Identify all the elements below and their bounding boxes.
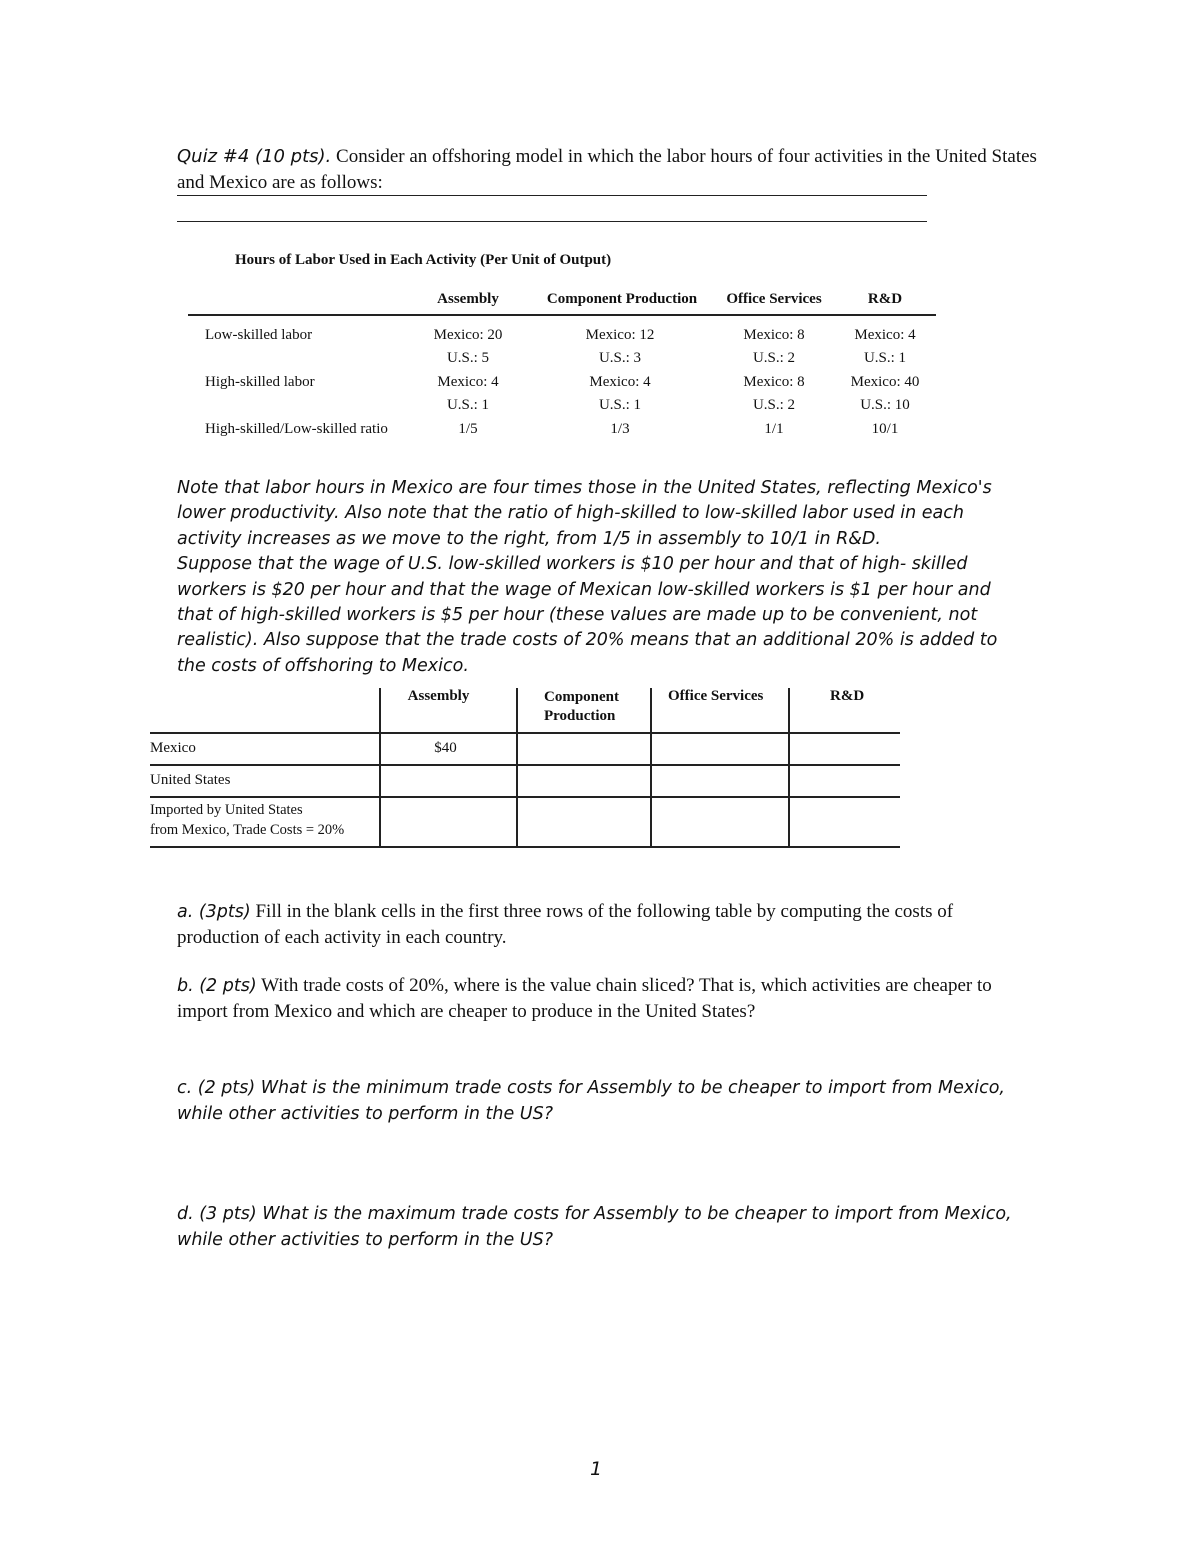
table-cell <box>380 733 517 765</box>
table-cell <box>150 797 380 847</box>
table-cell: U.S.: 3 <box>598 350 642 366</box>
question-a <box>177 899 1037 951</box>
row-label-high-skilled: High-skilled labor <box>205 374 315 390</box>
table-cell: 10/1 <box>871 421 899 437</box>
labor-header-office: Office Services <box>726 291 822 307</box>
table-row <box>150 765 900 797</box>
table-cell: U.S.: 1 <box>446 397 490 413</box>
table-cell <box>651 765 789 797</box>
note-text-2: Suppose that the wage of U.S. low-skilled workers is $10 per hour and that of high- skilled workers is $20 per hour and that the wage of Mexican low-skilled workers is $1 per hour and that of high-skilled workers is $5 per hour (these values are made up to be convenient, not realistic). Also suppose that the trade costs of 20% means that an additional 20% is added to the costs of offshoring to Mexico. <box>177 554 998 676</box>
cost-table <box>150 688 900 848</box>
cost-header-assembly: Assembly <box>407 688 470 704</box>
table-cell: 1/3 <box>610 421 630 437</box>
table-cell: Mexico: 4 <box>589 374 651 390</box>
labor-header-rd: R&D <box>867 291 903 307</box>
table-row <box>150 733 900 765</box>
cost-header-office: Office Services <box>668 688 764 704</box>
table-cell <box>651 797 789 847</box>
table-cell: Mexico: 8 <box>743 327 805 343</box>
question-c: c. (2 pts) What is the minimum trade costs for Assembly to be cheaper to import from Mexico, while other activities to perform in the US? <box>177 1078 1005 1124</box>
table-cell <box>789 797 900 847</box>
table-cell: U.S.: 5 <box>446 350 490 366</box>
quiz-intro <box>177 144 1037 196</box>
labor-table-rule <box>188 314 936 316</box>
imported-label-line-2: from Mexico, Trade Costs = 20% <box>150 822 345 838</box>
table-cell <box>150 733 380 765</box>
table-cell: U.S.: 2 <box>752 397 796 413</box>
table-cell <box>150 765 380 797</box>
table-cell <box>789 688 900 733</box>
table-cell: U.S.: 10 <box>860 397 910 413</box>
note-text-1: Note that labor hours in Mexico are four times those in the United States, reflecting Mexico's lower productivity. Also note that the ratio of high-skilled to low-skilled labor used in each activity increases as we move to the right, from 1/5 in assembly to 10/1 in R&D. <box>177 478 992 549</box>
table-cell <box>380 765 517 797</box>
table-cell: U.S.: 1 <box>863 350 907 366</box>
question-a-label: a. (3pts) <box>177 902 251 922</box>
row-label-ratio: High-skilled/Low-skilled ratio <box>205 421 388 437</box>
table-cell: Mexico: 20 <box>433 327 503 343</box>
cost-header-component: Component Production <box>544 689 620 724</box>
table-cell <box>651 688 789 733</box>
question-b-label: b. (2 pts) <box>177 976 257 996</box>
question-a-text: Fill in the blank cells in the first three rows of the following table by computing the costs of production of each activity in each country. <box>177 901 954 948</box>
question-b <box>177 973 1037 1025</box>
table-cell <box>380 797 517 847</box>
table-cell: 1/5 <box>458 421 478 437</box>
table-cell <box>517 688 651 733</box>
table-cell <box>517 733 651 765</box>
table-cell: Mexico: 40 <box>850 374 920 390</box>
table-cell <box>150 688 380 733</box>
table-cell: U.S.: 1 <box>598 397 642 413</box>
table-cell <box>380 688 517 733</box>
table-cell <box>651 733 789 765</box>
table-cell: Mexico: 4 <box>437 374 499 390</box>
table-cell: Mexico: 4 <box>854 327 916 343</box>
underline-rule-2 <box>177 221 927 222</box>
table-cell: U.S.: 2 <box>752 350 796 366</box>
table-cell <box>517 765 651 797</box>
quiz-title: Quiz #4 (10 pts). <box>177 146 332 167</box>
cost-row-label-us: United States <box>150 772 231 788</box>
table-row <box>150 797 900 847</box>
mexico-assembly-value: $40 <box>434 740 457 756</box>
underline-rule-1 <box>177 195 927 196</box>
note-paragraph <box>177 476 1027 679</box>
page-number: 1 <box>590 1458 603 1480</box>
labor-header-component: Component Production <box>546 291 698 307</box>
question-d: d. (3 pts) What is the maximum trade costs for Assembly to be cheaper to import from Mexico, while other activities to perform in the US? <box>177 1204 1012 1250</box>
table-cell <box>789 765 900 797</box>
imported-label-line-1: Imported by United States <box>150 802 303 818</box>
table-cell: Mexico: 12 <box>585 327 655 343</box>
intro-text: Consider an offshoring model in which the labor hours of four activities in the United States and Mexico are as follows: <box>177 146 1037 193</box>
table-cell <box>517 797 651 847</box>
table-cell: 1/1 <box>764 421 784 437</box>
table-cell: Mexico: 8 <box>743 374 805 390</box>
cost-row-label-mexico: Mexico <box>150 740 196 756</box>
labor-header-assembly: Assembly <box>437 291 499 307</box>
cost-header-rd: R&D <box>830 688 865 704</box>
question-b-text: With trade costs of 20%, where is the value chain sliced? That is, which activities are cheaper to import from Mexico and which are cheaper to produce in the United States? <box>177 975 992 1022</box>
cost-row-label-imported <box>150 798 379 840</box>
table-cell <box>789 733 900 765</box>
labor-table-title: Hours of Labor Used in Each Activity (Per Unit of Output) <box>235 252 612 268</box>
row-label-low-skilled: Low-skilled labor <box>205 327 313 343</box>
table-row <box>150 688 900 733</box>
